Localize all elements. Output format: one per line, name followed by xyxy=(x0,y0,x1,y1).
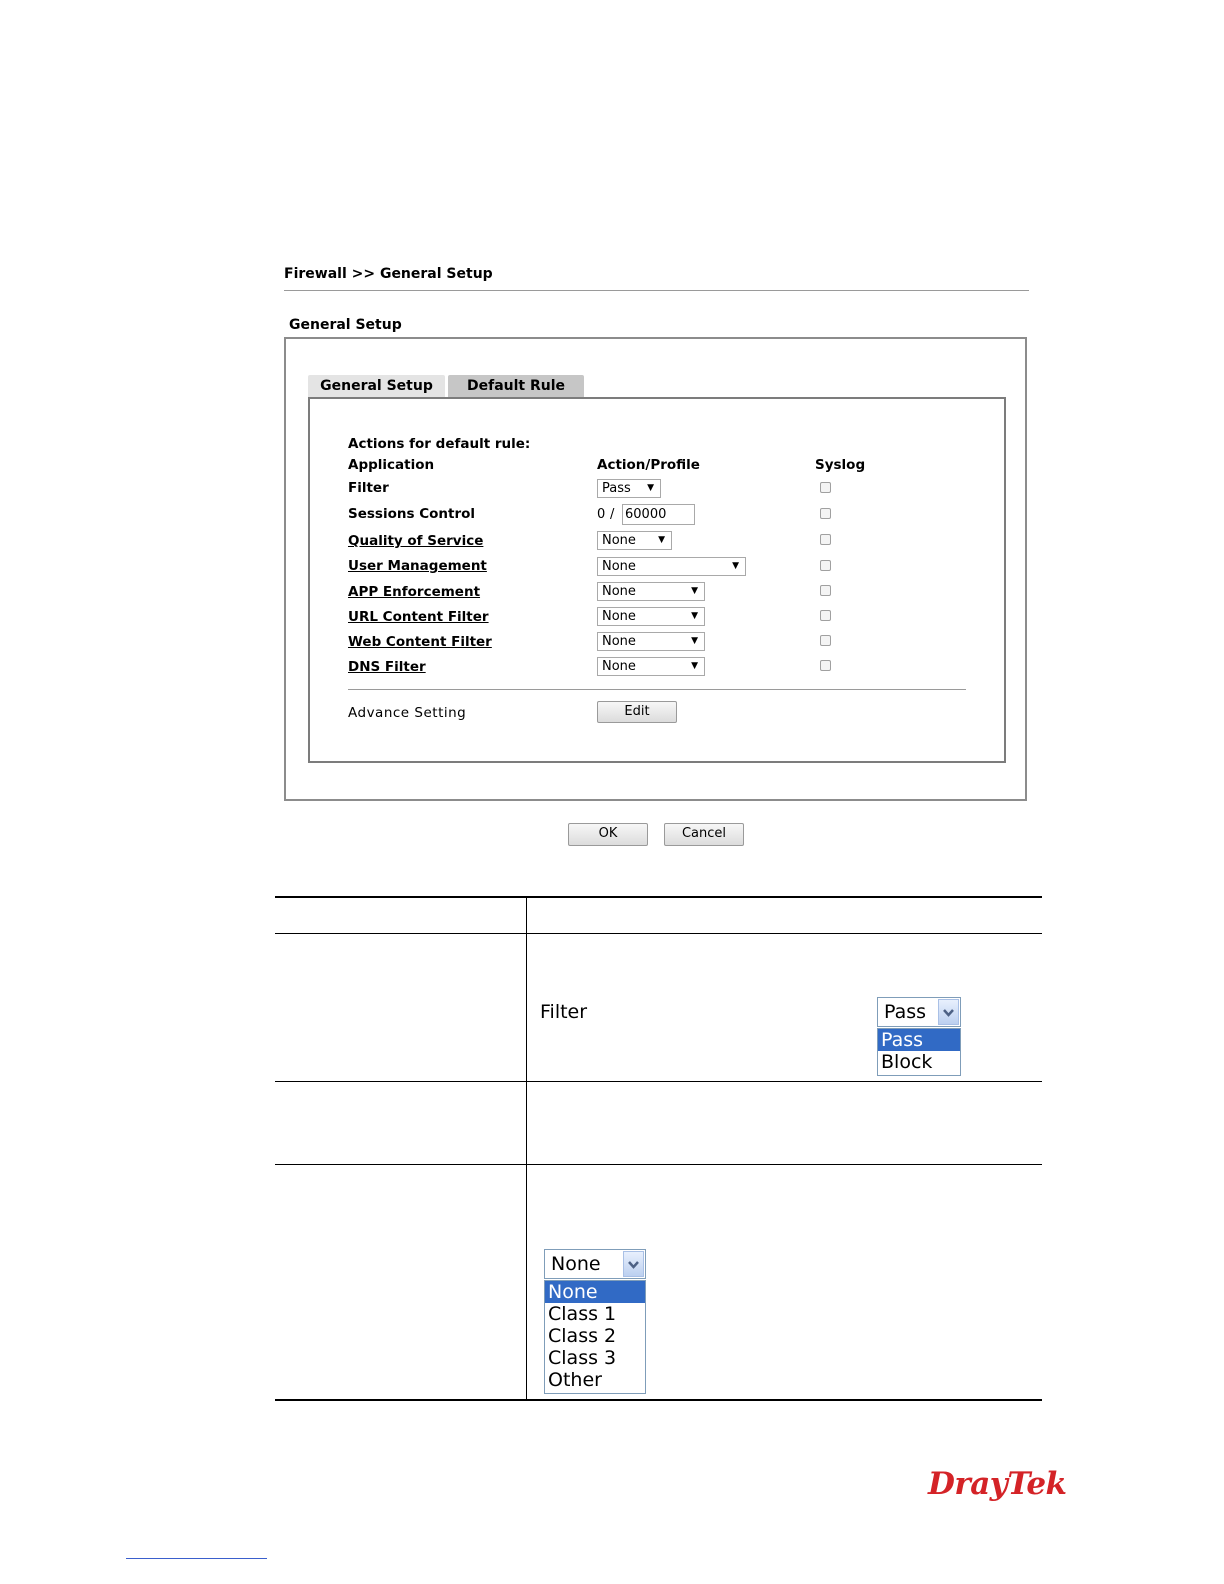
column-action-profile: Action/Profile xyxy=(597,457,700,473)
panel-heading: Actions for default rule: xyxy=(348,436,531,452)
tab-default-rule[interactable]: Default Rule xyxy=(448,375,584,397)
panel-divider xyxy=(348,689,966,690)
dns-filter-syslog-checkbox[interactable] xyxy=(820,660,831,671)
user-management-syslog-checkbox[interactable] xyxy=(820,560,831,571)
table-row-divider xyxy=(275,1164,1042,1165)
table-row-divider xyxy=(275,1081,1042,1082)
option-class-2[interactable]: Class 2 xyxy=(548,1325,617,1347)
filter-example-label: Filter xyxy=(540,1001,588,1023)
section-title: General Setup xyxy=(289,317,402,333)
filter-label: Filter xyxy=(348,480,389,496)
dropdown-arrow-icon: ▼ xyxy=(658,535,665,545)
option-class-1[interactable]: Class 1 xyxy=(548,1303,617,1325)
user-management-link[interactable]: User Management xyxy=(348,558,487,574)
web-content-filter-link[interactable]: Web Content Filter xyxy=(348,634,492,650)
option-block[interactable]: Block xyxy=(881,1051,933,1073)
option-other[interactable]: Other xyxy=(548,1369,602,1391)
dropdown-arrow-icon: ▼ xyxy=(691,611,698,621)
user-management-select[interactable]: None ▼ xyxy=(597,557,746,576)
app-enforcement-syslog-checkbox[interactable] xyxy=(820,585,831,596)
option-none[interactable]: None xyxy=(545,1281,645,1303)
url-content-filter-link[interactable]: URL Content Filter xyxy=(348,609,489,625)
filter-select[interactable]: Pass ▼ xyxy=(597,479,661,498)
qos-example-select[interactable]: None xyxy=(544,1249,646,1279)
url-content-filter-select[interactable]: None ▼ xyxy=(597,607,705,626)
table-bottom-border xyxy=(275,1399,1042,1401)
ok-button[interactable]: OK xyxy=(568,823,648,846)
dropdown-arrow-icon: ▼ xyxy=(691,636,698,646)
dropdown-arrow-icon: ▼ xyxy=(732,561,739,571)
sessions-current: 0 xyxy=(597,507,606,522)
sessions-syslog-checkbox[interactable] xyxy=(820,508,831,519)
dropdown-arrow-icon: ▼ xyxy=(691,661,698,671)
qos-example-options xyxy=(544,1280,646,1394)
draytek-logo: DrayTek xyxy=(928,1466,1067,1502)
option-pass[interactable]: Pass xyxy=(878,1029,960,1051)
qos-syslog-checkbox[interactable] xyxy=(820,534,831,545)
dropdown-arrow-icon: ▼ xyxy=(647,483,654,493)
breadcrumb: Firewall >> General Setup xyxy=(284,266,493,282)
filter-syslog-checkbox[interactable] xyxy=(820,482,831,493)
qos-link[interactable]: Quality of Service xyxy=(348,533,484,549)
web-content-filter-select[interactable]: None ▼ xyxy=(597,632,705,651)
dns-filter-link[interactable]: DNS Filter xyxy=(348,659,426,675)
app-enforcement-link[interactable]: APP Enforcement xyxy=(348,584,481,600)
footer-rule xyxy=(126,1558,267,1559)
sessions-separator: / xyxy=(610,507,615,522)
edit-button[interactable]: Edit xyxy=(597,701,677,723)
filter-example-options xyxy=(877,1028,961,1076)
web-content-filter-syslog-checkbox[interactable] xyxy=(820,635,831,646)
qos-select[interactable]: None ▼ xyxy=(597,531,672,550)
table-column-divider xyxy=(526,896,527,1401)
sessions-control-label: Sessions Control xyxy=(348,506,476,522)
header-divider xyxy=(284,290,1029,291)
sessions-limit-input[interactable]: 60000 xyxy=(622,504,695,525)
filter-example-select[interactable]: Pass xyxy=(877,997,961,1027)
column-application: Application xyxy=(348,457,435,473)
column-syslog: Syslog xyxy=(815,457,866,473)
dropdown-arrow-icon: ▼ xyxy=(691,586,698,596)
advance-setting-label: Advance Setting xyxy=(348,705,467,721)
table-header-divider xyxy=(275,933,1042,934)
app-enforcement-select[interactable]: None ▼ xyxy=(597,582,705,601)
cancel-button[interactable]: Cancel xyxy=(664,823,744,846)
dns-filter-select[interactable]: None ▼ xyxy=(597,657,705,676)
dropdown-arrow-icon xyxy=(938,999,959,1025)
table-top-border xyxy=(275,896,1042,898)
dropdown-arrow-icon xyxy=(623,1251,644,1277)
option-class-3[interactable]: Class 3 xyxy=(548,1347,617,1369)
tab-general-setup[interactable]: General Setup xyxy=(308,375,445,397)
url-content-filter-syslog-checkbox[interactable] xyxy=(820,610,831,621)
